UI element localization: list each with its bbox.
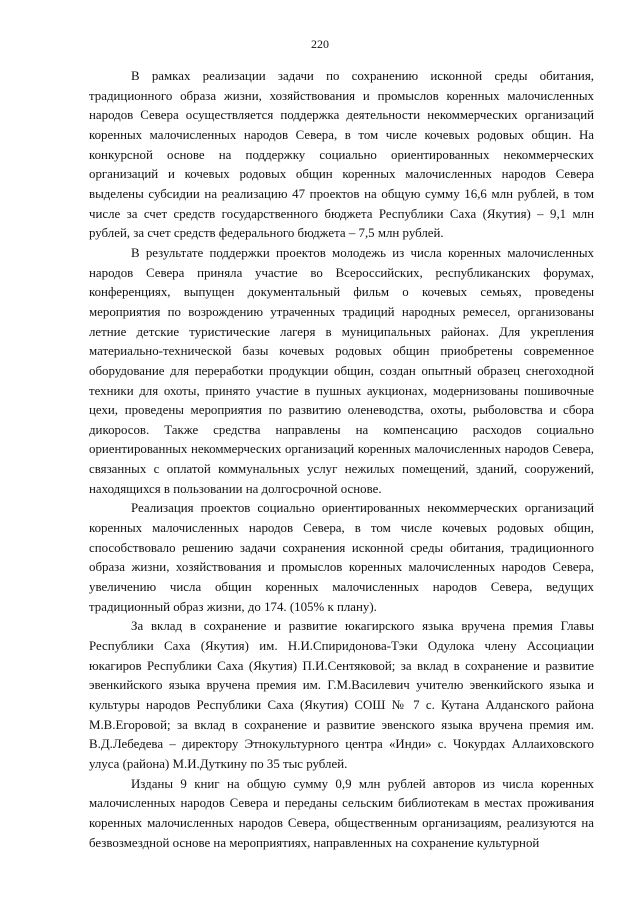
- paragraph-language-awards: За вклад в сохранение и развитие юкагирского языка вручена премия Главы Республики Саха (Якутия) им. Н.И.Спиридонова-Тэки Одулока члену Ассоциации юкагиров Республики Саха (Якутия) П.И.Сентяковой; за вклад в сохранение и развитие эвенкийского языка вручена премия им. Г.М.Василевич учителю эвенкийского языка и культуры народов Республики Саха (Якутия) СОШ № 7 с. Кутана Алданского района М.В.Егоровой; за вклад в сохранение и развитие эвенского языка вручена премия им. В.Д.Лебедева – директору Этнокультурного центра «Инди» с. Чокурдах Аллаиховского улуса (района) М.И.Дуткину по 35 тыс рублей.: [89, 619, 594, 771]
- page-number: 220: [311, 37, 329, 51]
- paragraph-project-results: В результате поддержки проектов молодежь из числа коренных малочисленных народов Севера приняла участие во Всероссийских, республиканских форумах, конференциях, выпущен документальный фильм о кочевых семьях, проведены мероприятия по возрождению утраченных традиций народных ремесел, организованы летние детские туристические лагеря в муниципальных районах. Для укрепления материально-технической базы кочевых родовых общин приобретены современное оборудование для переработки продукции общин, создан опытный образец снегоходной техники для охоты, принято участие в пушных аукционах, модернизованы пошивочные цехи, проведены мероприятия по развитию оленеводства, охоты, рыболовства и сбора дикоросов. Также средства направлены на компенсацию расходов социально ориентированных некоммерческих организаций коренных малочисленных народов Севера, связанных с оплатой коммунальных услуг нежилых помещений, зданий, сооружений, находящихся в пользовании на долгосрочной основе.: [89, 245, 594, 496]
- paragraph-ngo-support: В рамках реализации задачи по сохранению исконной среды обитания, традиционного образа жизни, хозяйствования и промыслов коренных малочисленных народов Севера осуществляется поддержка деятельности некоммерческих организаций коренных малочисленных народов Севера, в том числе кочевых родовых общин. На конкурсной основе на поддержку социально ориентированных некоммерческих организаций и кочевых родовых общин коренных малочисленных народов Севера выделены субсидии на реализацию 47 проектов на общую сумму 16,6 млн рублей, в том числе за счет средств государственного бюджета Республики Саха (Якутия) – 9,1 млн рублей, за счет средств федерального бюджета – 7,5 млн рублей.: [89, 69, 594, 241]
- body-text: [89, 67, 594, 853]
- paragraph-implementation-outcome: Реализация проектов социально ориентированных некоммерческих организаций коренных малочисленных народов Севера, в том числе кочевых родовых общин, способствовало решению задачи сохранения исконной среды обитания, традиционного образа жизни, хозяйствования и промыслов коренных малочисленных народов Севера, увеличению числа общин коренных малочисленных народов Севера, ведущих традиционный образ жизни, до 174. (105% к плану).: [89, 501, 594, 614]
- paragraph-books-published: Изданы 9 книг на общую сумму 0,9 млн рублей авторов из числа коренных малочисленных народов Севера и переданы сельским библиотекам в местах проживания коренных малочисленных народов Севера, общественным организациям, реализуются на безвозмездной основе на мероприятиях, направленных на сохранение культурной: [89, 776, 594, 850]
